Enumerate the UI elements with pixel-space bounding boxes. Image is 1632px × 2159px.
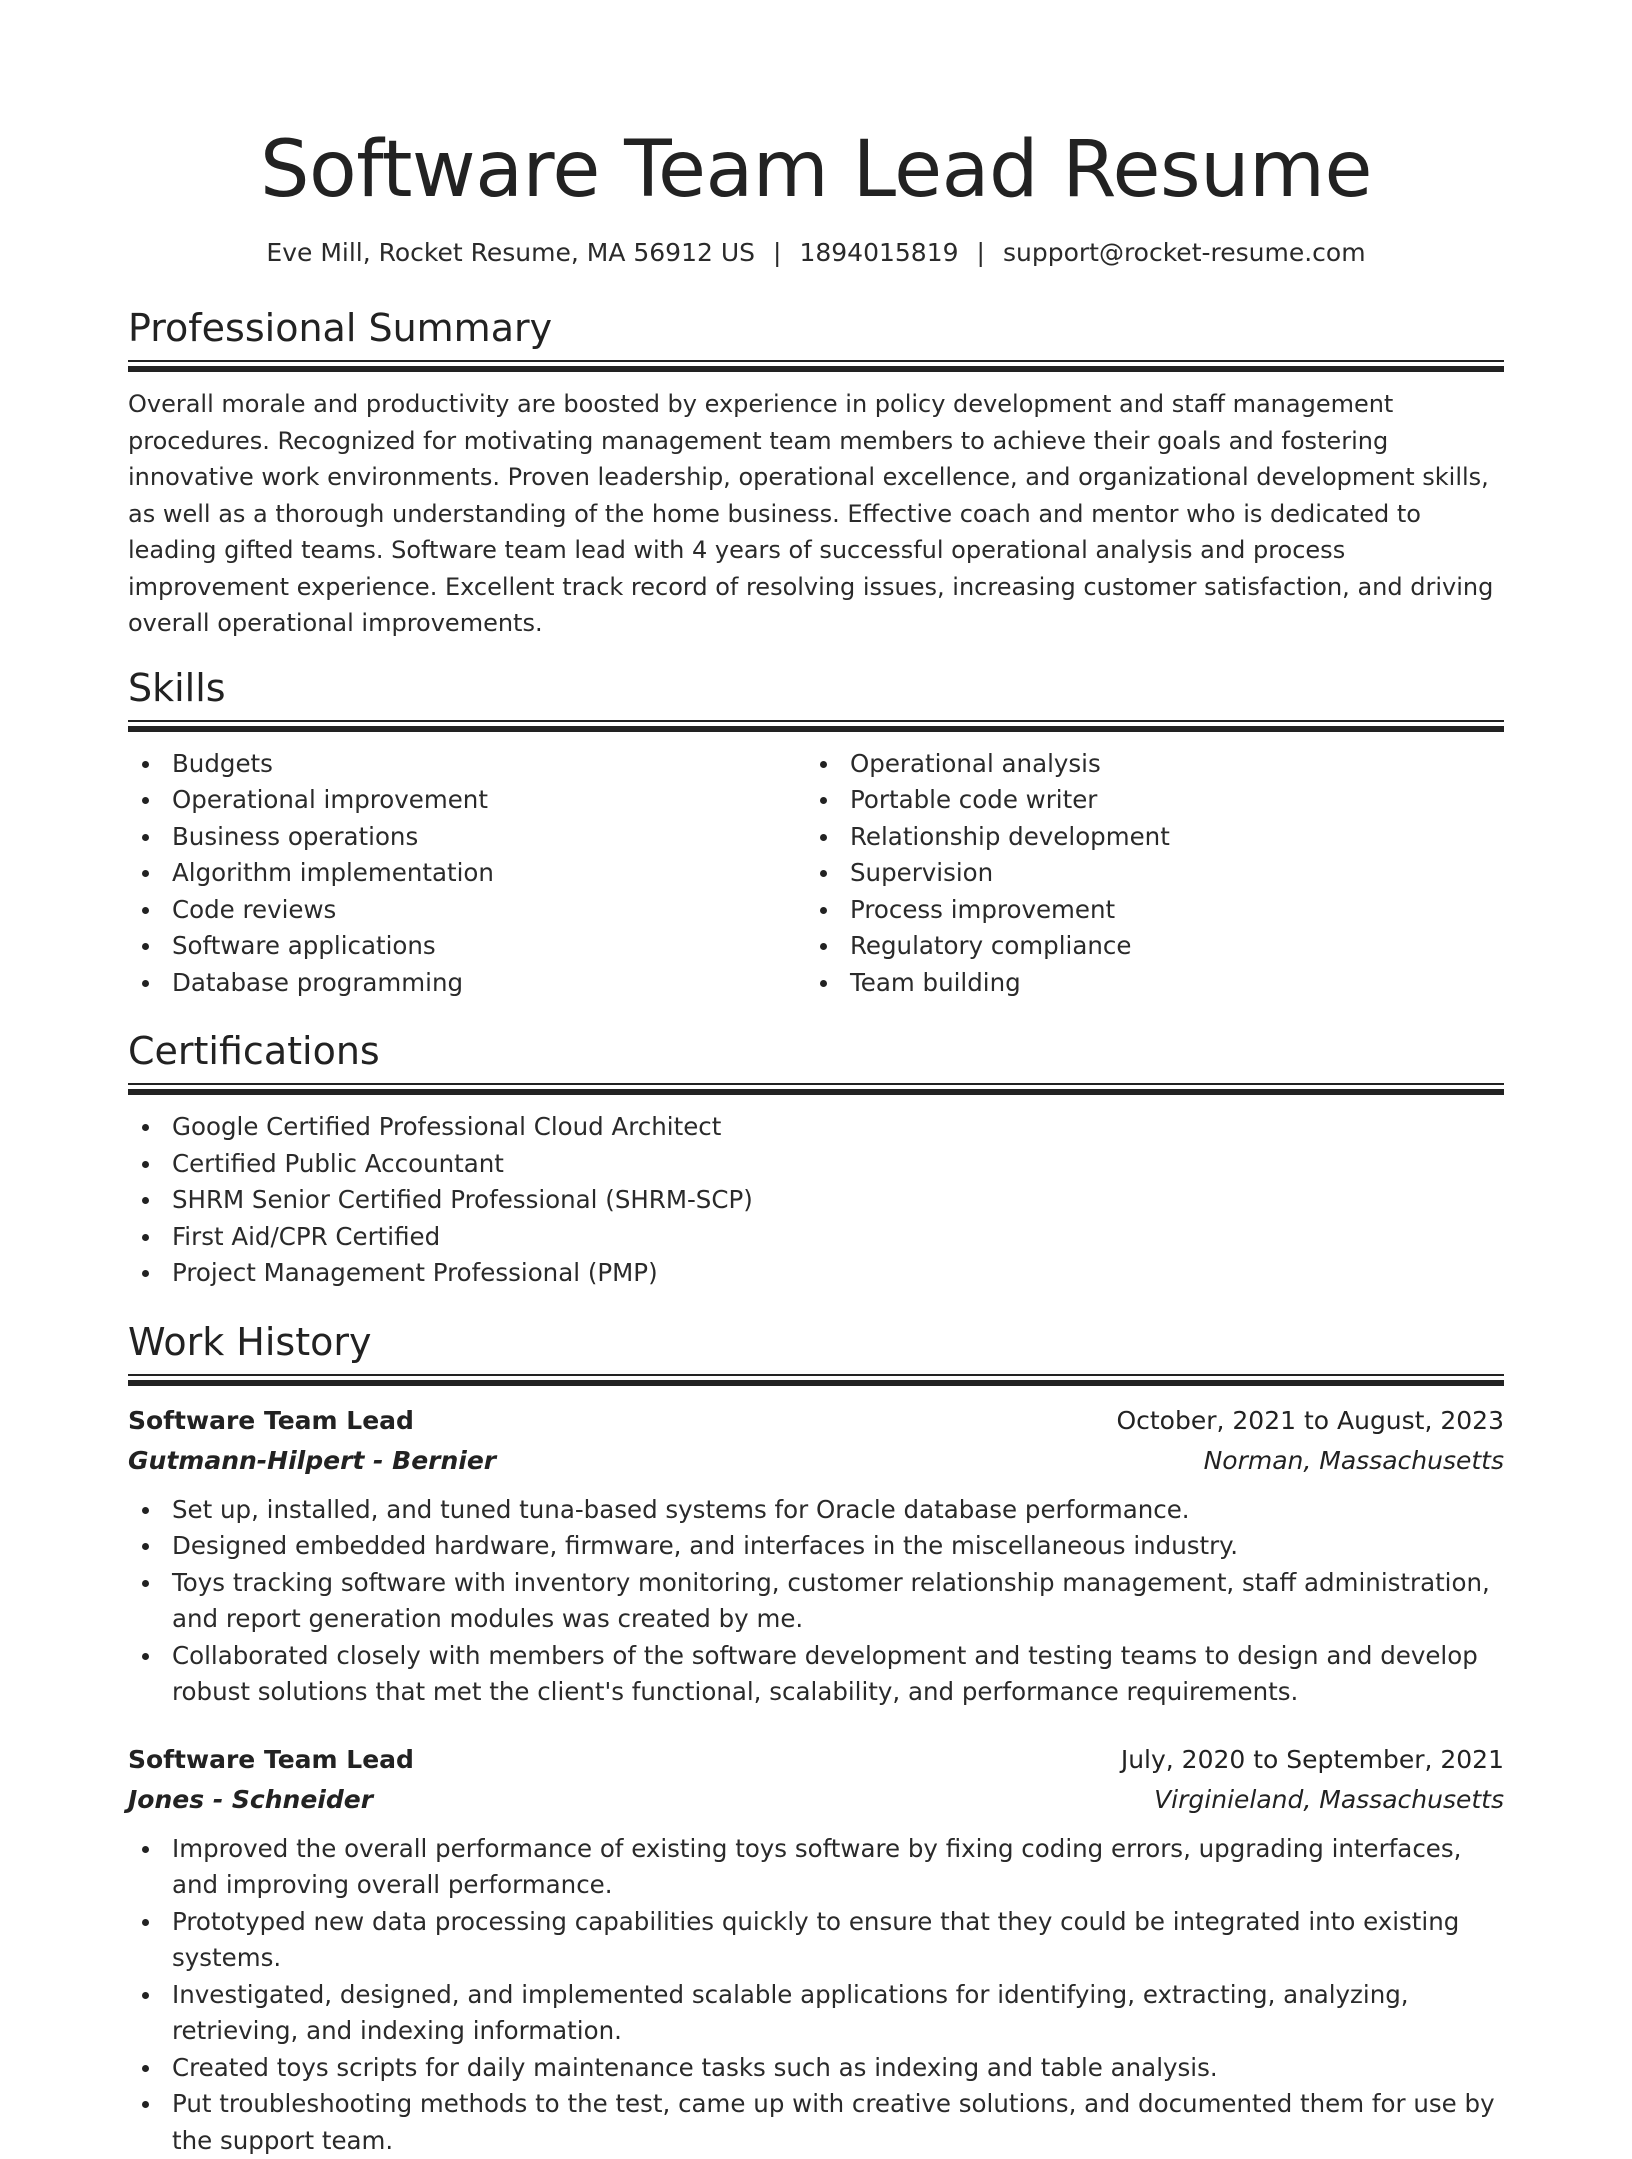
job-duty-item: Put troubleshooting methods to the test, came up with creative solutions, and documented them for use by the support team. — [128, 2086, 1504, 2159]
certifications-section — [128, 1027, 1504, 1292]
skill-item: Regulatory compliance — [806, 928, 1484, 965]
certification-item: Certified Public Accountant — [128, 1146, 1504, 1183]
contact-line — [128, 236, 1504, 270]
work-history-section — [128, 1318, 1504, 2159]
job-subheader — [128, 1442, 1504, 1480]
contact-separator: | — [959, 236, 1003, 270]
certifications-list — [128, 1109, 1504, 1292]
job-duty-item: Investigated, designed, and implemented scalable applications for identifying, extracting, analyzing, retrieving, and indexing information. — [128, 1977, 1504, 2050]
job-location: Virginieland, Massachusetts — [1154, 1781, 1504, 1819]
work-history-heading: Work History — [128, 1318, 1504, 1366]
skill-item: Budgets — [128, 746, 806, 783]
job-duties-list — [128, 1831, 1504, 2159]
summary-text: Overall morale and productivity are boosted by experience in policy development and staff management procedures. Recognized for motivating management team members to achieve their goals and fostering innovative work environments. Proven leadership, operational excellence, and organizational development skills, as well as a thorough understanding of the home business. Effective coach and mentor who is dedicated to leading gifted teams. Software team lead with 4 years of successful operational analysis and process improvement experience. Excellent track record of resolving issues, increasing customer satisfaction, and driving overall operational improvements. — [128, 386, 1504, 642]
contact-email: support@rocket-resume.com — [1003, 238, 1366, 267]
skill-item: Process improvement — [806, 892, 1484, 929]
job-title: Software Team Lead — [128, 1741, 414, 1779]
contact-phone: 1894015819 — [799, 238, 958, 267]
section-divider — [128, 720, 1504, 732]
skill-item: Database programming — [128, 965, 806, 1002]
summary-heading: Professional Summary — [128, 304, 1504, 352]
resume-title: Software Team Lead Resume — [128, 122, 1504, 218]
job-duty-item: Created toys scripts for daily maintenance tasks such as indexing and table analysis. — [128, 2050, 1504, 2087]
resume-page — [128, 0, 1504, 2159]
certifications-heading: Certifications — [128, 1027, 1504, 1075]
skills-list-right — [806, 746, 1484, 1002]
section-divider — [128, 360, 1504, 372]
job-duty-item: Designed embedded hardware, firmware, and interfaces in the miscellaneous industry. — [128, 1528, 1504, 1565]
skill-item: Operational analysis — [806, 746, 1484, 783]
certification-item: First Aid/CPR Certified — [128, 1219, 1504, 1256]
skill-item: Business operations — [128, 819, 806, 856]
skill-item: Algorithm implementation — [128, 855, 806, 892]
skills-heading: Skills — [128, 664, 1504, 712]
job-dates: July, 2020 to September, 2021 — [1121, 1741, 1504, 1779]
certification-item: Project Management Professional (PMP) — [128, 1255, 1504, 1292]
summary-section — [128, 304, 1504, 642]
contact-separator: | — [755, 236, 799, 270]
job-duty-item: Toys tracking software with inventory monitoring, customer relationship management, staff administration, and report generation modules was created by me. — [128, 1565, 1504, 1638]
contact-address: Eve Mill, Rocket Resume, MA 56912 US — [266, 238, 755, 267]
job-company: Jones - Schneider — [128, 1781, 373, 1819]
skill-item: Code reviews — [128, 892, 806, 929]
job-header — [128, 1741, 1504, 1779]
job-duty-item: Improved the overall performance of existing toys software by fixing coding errors, upgrading interfaces, and improving overall performance. — [128, 1831, 1504, 1904]
skill-item: Team building — [806, 965, 1484, 1002]
certification-item: Google Certified Professional Cloud Architect — [128, 1109, 1504, 1146]
skill-item: Operational improvement — [128, 782, 806, 819]
skills-list-left — [128, 746, 806, 1002]
job-duty-item: Set up, installed, and tuned tuna-based systems for Oracle database performance. — [128, 1492, 1504, 1529]
section-divider — [128, 1083, 1504, 1095]
skills-column-right — [806, 746, 1484, 1002]
job-header — [128, 1402, 1504, 1440]
skill-item: Software applications — [128, 928, 806, 965]
job-entry — [128, 1402, 1504, 1711]
job-duties-list — [128, 1492, 1504, 1711]
job-subheader — [128, 1781, 1504, 1819]
job-location: Norman, Massachusetts — [1204, 1442, 1504, 1480]
skills-grid — [128, 746, 1504, 1002]
certification-item: SHRM Senior Certified Professional (SHRM-SCP) — [128, 1182, 1504, 1219]
job-entry — [128, 1741, 1504, 2159]
job-dates: October, 2021 to August, 2023 — [1116, 1402, 1504, 1440]
section-divider — [128, 1374, 1504, 1386]
job-duty-item: Prototyped new data processing capabilities quickly to ensure that they could be integrated into existing systems. — [128, 1904, 1504, 1977]
job-title: Software Team Lead — [128, 1402, 414, 1440]
skills-column-left — [128, 746, 806, 1002]
skill-item: Supervision — [806, 855, 1484, 892]
skills-section — [128, 664, 1504, 1002]
skill-item: Relationship development — [806, 819, 1484, 856]
job-duty-item: Collaborated closely with members of the software development and testing teams to design and develop robust solutions that met the client's functional, scalability, and performance requirements. — [128, 1638, 1504, 1711]
skill-item: Portable code writer — [806, 782, 1484, 819]
job-company: Gutmann-Hilpert - Bernier — [128, 1442, 496, 1480]
